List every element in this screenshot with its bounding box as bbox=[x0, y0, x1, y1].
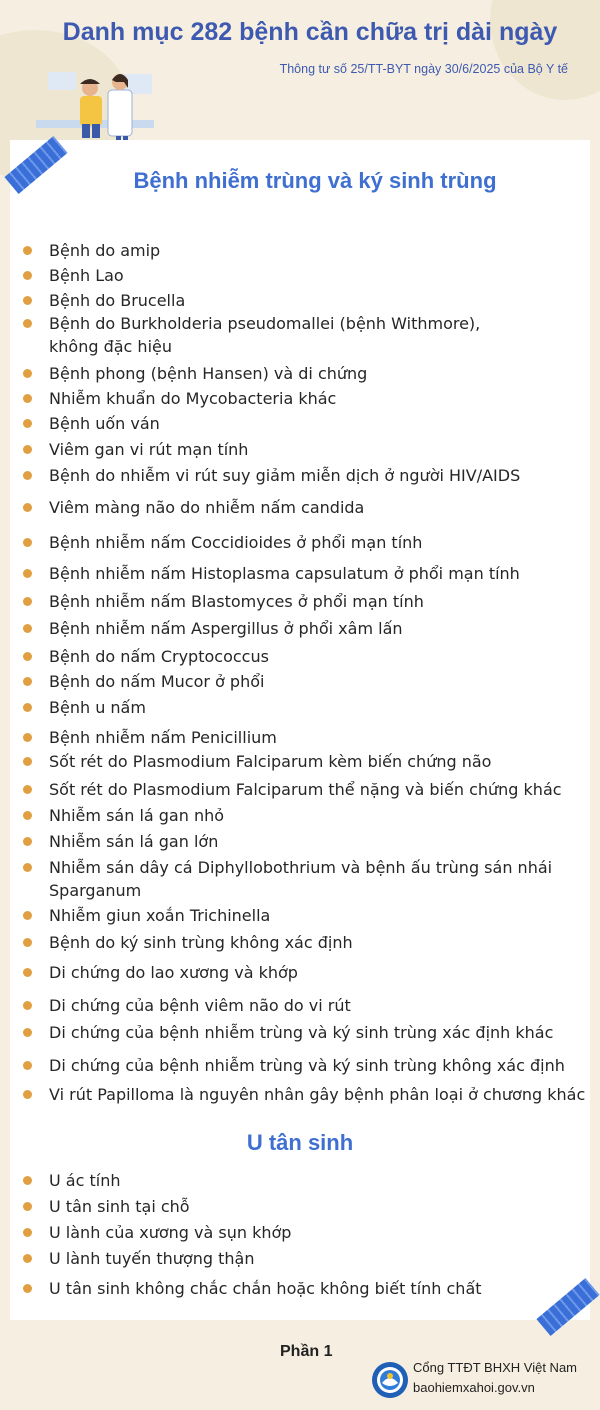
bullet-icon bbox=[23, 538, 32, 547]
section-title-neoplasm: U tân sinh bbox=[246, 1130, 354, 1155]
bullet-icon bbox=[23, 246, 32, 255]
list-item: Bệnh u nấm bbox=[49, 696, 589, 719]
list-item: U lành của xương và sụn khớp bbox=[49, 1221, 589, 1244]
page-part-label: Phần 1 bbox=[280, 1343, 333, 1360]
bullet-icon bbox=[23, 938, 32, 947]
list-item: Di chứng của bệnh viêm não do vi rút bbox=[49, 994, 589, 1017]
bullet-icon bbox=[23, 296, 32, 305]
bullet-icon bbox=[23, 837, 32, 846]
list-item: Sốt rét do Plasmodium Falciparum thể nặng và biến chứng khác bbox=[49, 778, 589, 801]
bullet-icon bbox=[23, 863, 32, 872]
footer-website[interactable]: baohiemxahoi.gov.vn bbox=[413, 1380, 535, 1395]
bullet-icon bbox=[23, 733, 32, 742]
list-item: Viêm gan vi rút mạn tính bbox=[49, 438, 589, 461]
bullet-icon bbox=[23, 1028, 32, 1037]
list-item: U tân sinh tại chỗ bbox=[49, 1195, 589, 1218]
list-item: Vi rút Papilloma là nguyên nhân gây bệnh phân loại ở chương khác bbox=[49, 1083, 589, 1106]
bullet-icon bbox=[23, 394, 32, 403]
list-item: Nhiễm sán lá gan lớn bbox=[49, 830, 589, 853]
list-item: Bệnh nhiễm nấm Penicillium bbox=[49, 726, 589, 749]
list-item: Di chứng của bệnh nhiễm trùng và ký sinh trùng xác định khác bbox=[49, 1021, 589, 1044]
list-item: Bệnh uốn ván bbox=[49, 412, 589, 435]
bullet-icon bbox=[23, 757, 32, 766]
bullet-icon bbox=[23, 911, 32, 920]
list-item: Bệnh nhiễm nấm Blastomyces ở phổi mạn tính bbox=[49, 590, 589, 613]
list-item: Nhiễm khuẩn do Mycobacteria khác bbox=[49, 387, 589, 410]
list-item: Di chứng của bệnh nhiễm trùng và ký sinh trùng không xác định bbox=[49, 1054, 589, 1077]
bullet-icon bbox=[23, 471, 32, 480]
bullet-icon bbox=[23, 369, 32, 378]
page-title: Danh mục 282 bệnh cần chữa trị dài ngày bbox=[62, 18, 558, 46]
list-item: Bệnh nhiễm nấm Aspergillus ở phổi xâm lấn bbox=[49, 617, 589, 640]
bullet-icon bbox=[23, 1284, 32, 1293]
list-item: Bệnh do ký sinh trùng không xác định bbox=[49, 931, 589, 954]
bullet-icon bbox=[23, 1090, 32, 1099]
bullet-icon bbox=[23, 677, 32, 686]
bullet-icon bbox=[23, 569, 32, 578]
bullet-icon bbox=[23, 445, 32, 454]
bullet-icon bbox=[23, 503, 32, 512]
list-item: U lành tuyến thượng thận bbox=[49, 1247, 589, 1270]
list-item: Viêm màng não do nhiễm nấm candida bbox=[49, 496, 589, 519]
bullet-icon bbox=[23, 1061, 32, 1070]
bullet-icon bbox=[23, 811, 32, 820]
bullet-icon bbox=[23, 319, 32, 328]
bullet-icon bbox=[23, 652, 32, 661]
list-item: Bệnh do Brucella bbox=[49, 289, 589, 312]
bullet-icon bbox=[23, 1001, 32, 1010]
section-title-infectious: Bệnh nhiễm trùng và ký sinh trùng bbox=[133, 168, 497, 193]
list-item: Nhiễm sán lá gan nhỏ bbox=[49, 804, 589, 827]
list-item: Bệnh do amip bbox=[49, 239, 589, 262]
bullet-icon bbox=[23, 1176, 32, 1185]
bullet-icon bbox=[23, 785, 32, 794]
bullet-icon bbox=[23, 1254, 32, 1263]
bullet-icon bbox=[23, 624, 32, 633]
list-item: Bệnh do Burkholderia pseudomallei (bệnh Withmore), không đặc hiệu bbox=[49, 312, 499, 358]
list-item: Bệnh do nhiễm vi rút suy giảm miễn dịch ở người HIV/AIDS bbox=[49, 464, 589, 487]
list-item: U ác tính bbox=[49, 1169, 589, 1192]
bullet-icon bbox=[23, 703, 32, 712]
bullet-icon bbox=[23, 1202, 32, 1211]
list-item: Bệnh do nấm Mucor ở phổi bbox=[49, 670, 589, 693]
background-blob bbox=[490, 0, 600, 100]
list-item: Nhiễm sán dây cá Diphyllobothrium và bệnh ấu trùng sán nhái Sparganum bbox=[49, 856, 559, 902]
bullet-icon bbox=[23, 1228, 32, 1237]
list-item: Nhiễm giun xoắn Trichinella bbox=[49, 904, 589, 927]
list-item: U tân sinh không chắc chắn hoặc không biết tính chất bbox=[49, 1277, 589, 1300]
list-item: Bệnh nhiễm nấm Coccidioides ở phổi mạn tính bbox=[49, 531, 589, 554]
list-item: Bệnh do nấm Cryptococcus bbox=[49, 645, 589, 668]
bullet-icon bbox=[23, 271, 32, 280]
list-item: Di chứng do lao xương và khớp bbox=[49, 961, 589, 984]
bullet-icon bbox=[23, 419, 32, 428]
footer-organization: Cổng TTĐT BHXH Việt Nam bbox=[413, 1360, 577, 1375]
list-item: Bệnh nhiễm nấm Histoplasma capsulatum ở phổi mạn tính bbox=[49, 562, 589, 585]
page-subtitle: Thông tư số 25/TT-BYT ngày 30/6/2025 của Bộ Y tế bbox=[279, 62, 568, 76]
bullet-icon bbox=[23, 597, 32, 606]
bhxh-logo bbox=[371, 1361, 409, 1399]
list-item: Sốt rét do Plasmodium Falciparum kèm biến chứng não bbox=[49, 750, 589, 773]
list-item: Bệnh Lao bbox=[49, 264, 589, 287]
doctor-patient-illustration bbox=[30, 62, 160, 142]
bullet-icon bbox=[23, 968, 32, 977]
list-item: Bệnh phong (bệnh Hansen) và di chứng bbox=[49, 362, 589, 385]
